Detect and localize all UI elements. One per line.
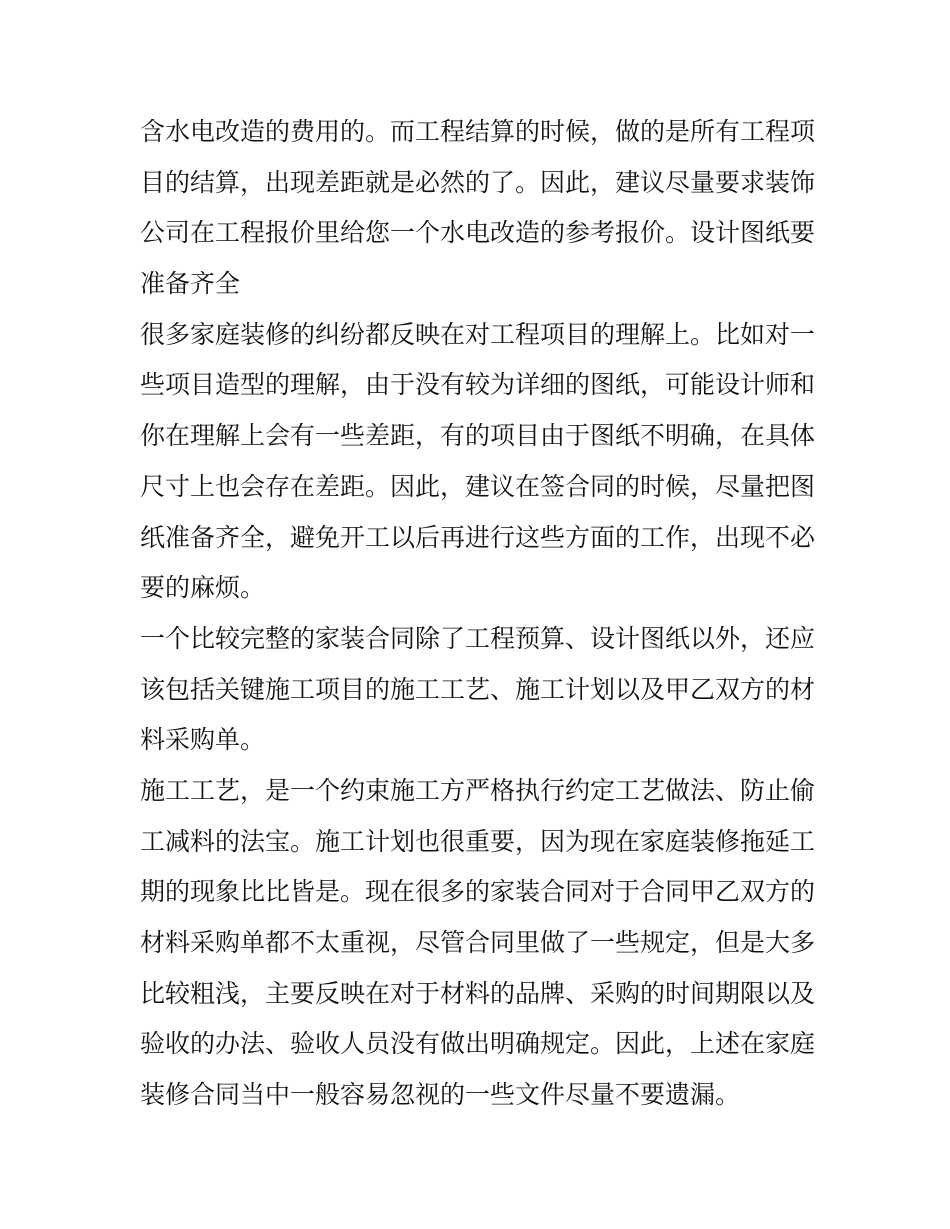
text-line: 该包括关键施工项目的施工工艺、施工计划以及甲乙双方的材 xyxy=(140,674,816,704)
text-line: 公司在工程报价里给您一个水电改造的参考报价。设计图纸要 xyxy=(140,218,816,248)
text-line: 一个比较完整的家装合同除了工程预算、设计图纸以外，还应 xyxy=(140,623,816,653)
text-line: 期的现象比比皆是。现在很多的家装合同对于合同甲乙双方的 xyxy=(140,877,816,907)
text-line: 验收的办法、验收人员没有做出明确规定。因此，上述在家庭 xyxy=(140,1029,816,1059)
document-body-text xyxy=(140,107,820,1121)
text-line: 目的结算，出现差距就是必然的了。因此，建议尽量要求装饰 xyxy=(140,167,816,197)
text-line: 装修合同当中一般容易忽视的一些文件尽量不要遗漏。 xyxy=(140,1080,741,1110)
text-line: 很多家庭装修的纠纷都反映在对工程项目的理解上。比如对一 xyxy=(140,319,816,349)
text-line: 些项目造型的理解，由于没有较为详细的图纸，可能设计师和 xyxy=(140,370,816,400)
text-line: 含水电改造的费用的。而工程结算的时候，做的是所有工程项 xyxy=(140,117,816,146)
text-line: 施工工艺，是一个约束施工方严格执行约定工艺做法、防止偷 xyxy=(140,775,816,805)
text-line: 工减料的法宝。施工计划也很重要，因为现在家庭装修拖延工 xyxy=(140,826,816,856)
text-line: 尺寸上也会存在差距。因此，建议在签合同的时候，尽量把图 xyxy=(140,471,816,501)
text-line: 纸准备齐全，避免开工以后再进行这些方面的工作，出现不必 xyxy=(140,522,816,552)
text-line: 准备齐全 xyxy=(140,269,241,299)
text-line: 料采购单。 xyxy=(140,725,266,755)
text-line: 要的麻烦。 xyxy=(140,573,266,603)
text-line: 材料采购单都不太重视，尽管合同里做了一些规定，但是大多 xyxy=(140,928,816,957)
text-line: 你在理解上会有一些差距，有的项目由于图纸不明确，在具体 xyxy=(140,421,816,451)
text-line: 比较粗浅，主要反映在对于材料的品牌、采购的时间期限以及 xyxy=(140,978,816,1008)
